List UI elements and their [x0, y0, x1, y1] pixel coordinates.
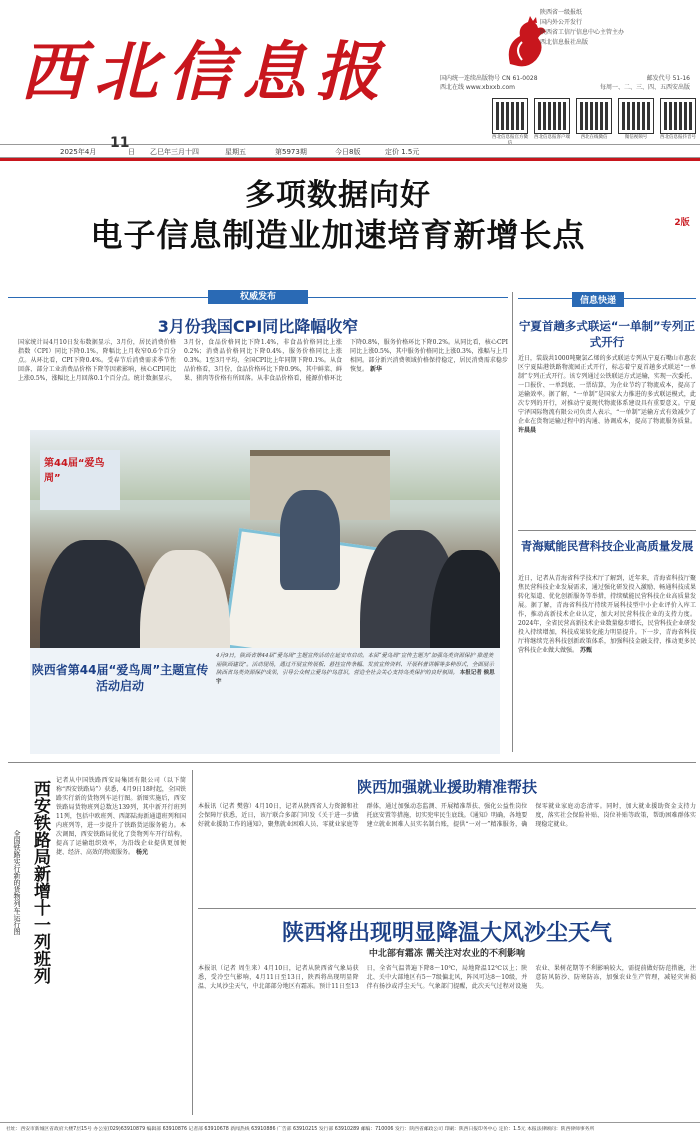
postal-code: 邮发代号 51-16 — [646, 75, 690, 82]
photo-credit: 本报记者 候思宇 — [216, 670, 495, 685]
date-day-suffix: 日 — [128, 148, 135, 156]
footer-imprint: 社址：西安市新城区省政府大楼7层15号 办公室(029)63910879 编辑部 63910876 记者部 63910678 新闻热线 63910886 广告部 63910215 发行部 63910289 邮编：710006 发行：陕西省邮政公司 印刷：陕西日报印务中心 定价：1.5元 本报法律顾问：陕西律师事务所 — [0, 1122, 700, 1136]
cn-number: 国内统一连续出版物号 CN 61-0028 — [440, 75, 538, 82]
qr-code[interactable] — [660, 98, 696, 144]
employment-body: 本报讯（记者 樊蓉）4月10日，记者从陕西省人力资源和社会保障厅获悉，近日，该厅联合多部门印发《关于进一步做好就业援助工作的通知》，聚焦就业困难人员、零就业家庭等群体，通过加强动态监测、开展精准帮扶、强化公益性岗位托底安置等措施，切实兜牢民生底线。《通知》明确，各地要建立就业困难人员实名制台账，提供“一对一”精准服务，确保零就业家庭动态清零。同时，加大就业援助资金支持力度，落实社会保险补贴、岗位补贴等政策，帮助困难群体实现稳定就业。 — [198, 803, 696, 828]
column-divider — [192, 770, 193, 1115]
website-link[interactable]: 西北在线 www.xbxxb.com — [440, 84, 515, 91]
page-jump-tab[interactable]: 2版 — [674, 218, 690, 228]
section-label: 权威发布 — [208, 290, 308, 304]
page-count: 今日8版 — [335, 148, 361, 156]
photo-caption-panel — [30, 648, 500, 754]
price: 定价 1.5元 — [385, 148, 420, 156]
lead-story[interactable] — [8, 170, 668, 282]
masthead-title: 西北信息报 — [20, 35, 390, 110]
qr-code-row — [492, 98, 700, 144]
qr-label: 微信视频号 — [624, 135, 648, 140]
publish-schedule: 每周一、二、三、四、五西安出版 — [599, 84, 690, 91]
weather-subtitle: 中北部有霜冻 需关注对农业的不利影响 — [368, 949, 526, 959]
weather-body: 本报讯（记者 周生来）4月10日，记者从陕西省气象局获悉，受冷空气影响，4月11日至13日，陕西将出现明显降温、大风沙尘天气，中北部部分地区有霜冻。预计11日至13日，全省气温普遍下降8～10℃，局地降温12℃以上；陕北、关中大部地区有5～7级偏北风，阵风可达8～10级，并伴有扬沙或浮尘天气。气象部门提醒，此次天气过程对设施农业、果树花期等不利影响较大，需提前做好防范措施，注意防风防沙、防寒防冻，加强农业生产管理，减轻灾害损失。 — [198, 965, 696, 990]
section-divider — [8, 762, 696, 763]
news-brief-badge: 信息快递 — [572, 292, 624, 307]
qinghai-title: 青海赋能民营科技企业高质量发展 — [520, 539, 694, 553]
cpi-body: 国家统计局4月10日发布数据显示，3月份，居民消费价格指数（CPI）同比下降0.1%，降幅比上月收窄0.6个百分点。从环比看，CPI下降0.4%。受春节后消费需求季节性回落、部分工业消费品价格下降等因素影响，核心CPI同比上涨0.5%，涨幅比上月回落0.1个百分点。统计数据显示，3月份，食品价格同比下降1.4%，非食品价格同比上涨0.2%；消费品价格同比下降0.4%，服务价格同比上涨0.3%。1至3月平均，全国CPI比上年同期下降0.1%。从食品价格看，3月份，食品价格环比下降0.9%，其中鲜菜、鲜果、猪肉等价格有所回落。从非食品价格看，能源价格环比下降0.8%，服务价格环比下降0.2%。从同比看，核心CPI同比上涨0.5%，其中服务价格同比上涨0.3%，涨幅与上月相同。部分新兴消费领域价格保持稳定，居民消费需求稳步恢复。 新华 — [18, 339, 508, 382]
qr-label: 西北在线微信 — [580, 135, 608, 140]
weekday: 星期五 — [225, 148, 246, 156]
event-banner: 第44届“爱鸟周” — [40, 450, 120, 510]
railway-title: 西安铁路局新增十一列班列 — [30, 780, 50, 984]
masthead-info-line: 陕西省一级报纸 — [540, 9, 583, 16]
photo-caption: 4月9日，陕西省第44届“爱鸟周”主题宣传活动在延安市启动。本届“爱鸟周”宣传主题为“加强鸟类资源保护 推进美丽陕西建设”。活动现场，通过开展宣传展板、悬挂宣传条幅、发放宣传资料、开展科普讲解等多种形式，全面展示陕西省鸟类资源保护成果，引导公众树立爱鸟护鸟意识，营造全社会关心支持鸟类保护的良好氛围。 本报记者 候思宇 — [216, 653, 495, 685]
lunar-date: 乙巳年三月十四 — [150, 148, 199, 156]
railway-subtitle: 全国铁路实行新的货物列车运行图 — [13, 830, 21, 935]
lead-headline: 电子信息制造业加速培育新增长点 — [90, 216, 586, 254]
section-divider — [198, 908, 696, 909]
ningxia-title: 宁夏首趟多式联运“一单制”专列正式开行 — [518, 319, 696, 349]
qr-label: 西北信息报客户端 — [534, 135, 570, 140]
qr-code[interactable] — [492, 98, 528, 144]
column-divider — [512, 292, 513, 752]
railway-body: 记者从中国铁路西安局集团有限公司（以下简称“西安铁路局”）获悉，4月9日18时起，全国铁路实行新的货物列车运行图。新图实施后，西安铁路局货物班列总数达139列，其中新开行班列11列，包括中欧班列、西部陆海新通道班列和国内班列等，进一步提升了铁路货运服务能力。本次调图，西安铁路局优化了货物列车开行结构，提高了运输组织效率，为沿线企业提供更加便捷、经济、高效的物流服务。 杨光 — [56, 777, 186, 856]
lead-headline-kicker: 多项数据向好 — [245, 178, 431, 213]
publication-info — [440, 74, 700, 92]
cpi-source: 新华 — [369, 366, 382, 373]
weather-title: 陕西将出现明显降温大风沙尘天气 — [281, 920, 612, 946]
qr-code[interactable] — [534, 98, 570, 144]
date-day: 11 — [110, 135, 130, 151]
issue-number: 第5973期 — [275, 148, 307, 156]
news-brief-column — [518, 292, 696, 752]
qr-code[interactable] — [576, 98, 612, 144]
cpi-title: 3月份我国CPI同比降幅收窄 — [157, 317, 359, 336]
date-month: 2025年4月 — [60, 148, 97, 156]
railway-article — [8, 770, 188, 1115]
masthead-info-line: 陕西省工信厅信息中心主管主办 — [540, 29, 625, 36]
qinghai-body: 近日，记者从青海省科学技术厅了解到，近年来，青海省科技厅聚焦民营科技企业发展需求，通过强化研发投入激励、畅通科技成果转化渠道、优化创新服务等举措，持续赋能民营科技企业高质量发展。据了解，青海省科技厅持续开展科技型中小企业评价入库工作，推动高新技术企业认定，加大对民营科技企业的支持力度。2024年，全省民营高新技术企业数量稳步增长，民营科技企业研发投入持续增加，科技成果转化能力明显提升。下一步，青海省科技厅将继续完善科技创新政策体系，加强科技金融支持，推动更多民营科技企业做大做强。 苏甄 — [518, 575, 696, 654]
masthead-info-line: 西北信息报社出版 — [540, 39, 589, 46]
weather-article — [198, 912, 696, 1117]
qinghai-credit: 苏甄 — [579, 647, 592, 654]
employment-title: 陕西加强就业援助精准帮扶 — [356, 778, 537, 796]
railway-credit: 杨光 — [135, 849, 148, 856]
masthead-info — [540, 8, 700, 48]
employment-article — [198, 770, 696, 906]
masthead-divider — [0, 158, 700, 161]
photo-story-title: 陕西省第44届“爱鸟周”主题宣传活动启动 — [31, 663, 209, 693]
qr-label: 西北信息报抖音号 — [660, 135, 696, 140]
qr-code[interactable] — [618, 98, 654, 144]
ningxia-body: 近日，装载共1000吨聚氯乙烯的多式联运专列从宁夏石嘴山市惠农区宁夏陆港铁路物流园正式开行，标志着宁夏首趟多式联运“一单制”专列正式开行。该专列通过公铁联运方式运输，实现一次委托、一口报价、一单到底、一票结算，为企业节约了物流成本，提高了运输效率。据了解，“一单制”是国家大力推进的多式联运模式，此次专列的开行，对推动宁夏现代物流体系建设具有重要意义。宁夏宁泽国际物流有限公司负责人表示，“一单制”运输方式有效减少了企业在货物运输过程中的沟通、协调成本，提高了物流服务质量。 许晨晨 — [518, 355, 696, 434]
qr-label: 西北信息报官方微信 — [492, 135, 528, 146]
ningxia-credit: 许晨晨 — [518, 427, 537, 434]
masthead-info-line: 国内外公开发行 — [540, 19, 583, 26]
